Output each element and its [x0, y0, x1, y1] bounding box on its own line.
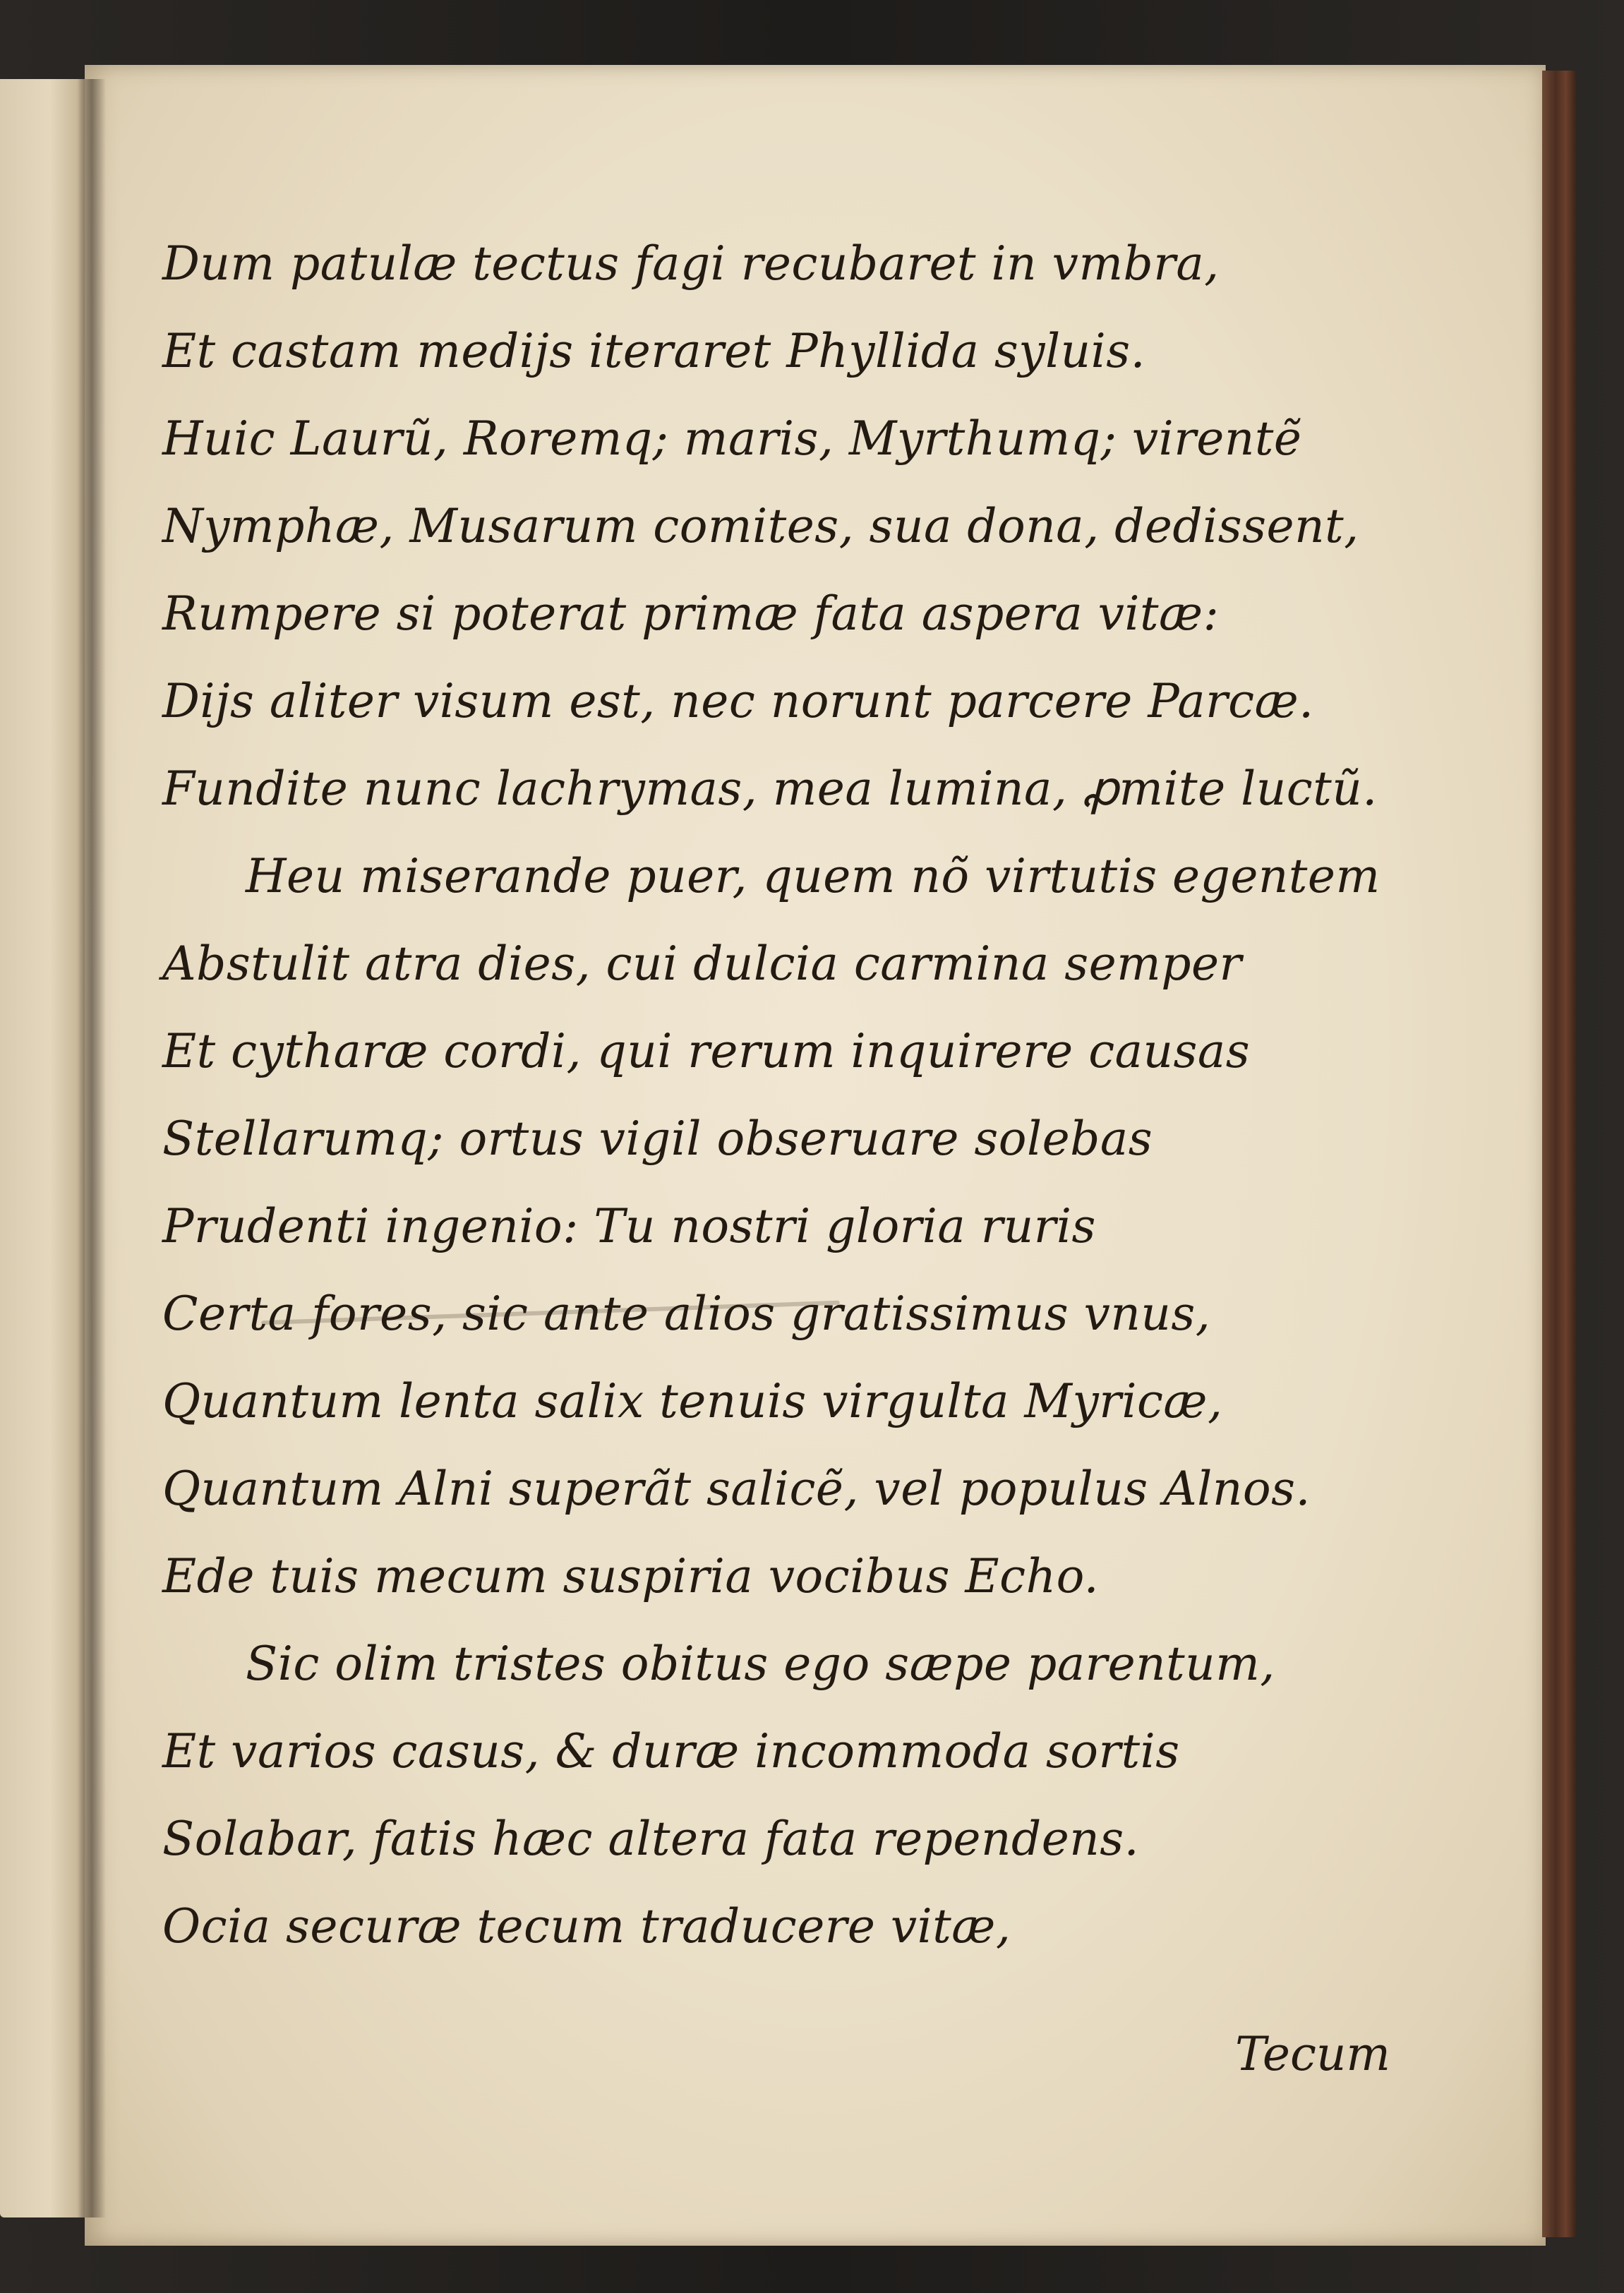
facing-page-edge — [0, 79, 90, 2217]
verse-line: Nymphæ, Musarum comites, sua dona, dedissent, — [162, 499, 1359, 553]
book-spread — [0, 65, 1577, 2246]
book-cover-edge — [1542, 71, 1576, 2237]
verse-line: Solabar, fatis hæc altera fata rependens. — [162, 1812, 1140, 1866]
show-through-text — [1412, 234, 1616, 2140]
verse-line: Et varios casus, & duræ incommoda sortis — [162, 1724, 1180, 1779]
verse-line: Dum patulæ tectus fagi recubaret in vmbra, — [162, 236, 1220, 291]
binding-gutter — [78, 79, 106, 2217]
verse-line: Prudenti ingenio: Tu nostri gloria ruris — [162, 1199, 1096, 1253]
verse-line: Quantum Alni superãt salicẽ, vel populus Alnos. — [162, 1462, 1311, 1516]
verse-line-indented: Heu miserande puer, quem nõ virtutis egentem — [246, 849, 1381, 903]
verse-line: Ocia securæ tecum traducere vitæ, — [162, 1899, 1011, 1954]
verse-line: Et castam medijs iteraret Phyllida syluis. — [162, 324, 1146, 378]
verse-line: Stellarumq; ortus vigil obseruare solebas — [162, 1112, 1153, 1166]
verse-line: Et cytharæ cordi, qui rerum inquirere causas — [162, 1024, 1251, 1078]
verse-line: Fundite nunc lachrymas, mea lumina, ꝓmite luctũ. — [162, 762, 1378, 816]
verse-text-block — [162, 220, 1419, 1970]
verse-line-indented: Sic olim tristes obitus ego sæpe parentum, — [246, 1637, 1275, 1691]
verse-line: Huic Laurũ, Roremq; maris, Myrthumq; virentẽ — [162, 411, 1302, 466]
book-page — [85, 65, 1546, 2246]
verse-line: Certa fores, sic ante alios gratissimus vnus, — [162, 1287, 1211, 1341]
verse-line: Abstulit atra dies, cui dulcia carmina semper — [162, 937, 1242, 991]
verse-line: Dijs aliter visum est, nec norunt parcere Parcæ. — [162, 674, 1314, 728]
verse-line: Rumpere si poterat primæ fata aspera vitæ: — [162, 586, 1220, 641]
verse-line: Ede tuis mecum suspiria vocibus Echo. — [162, 1549, 1100, 1603]
catchword: Tecum — [1235, 2027, 1391, 2081]
verse-line: Quantum lenta salix tenuis virgulta Myricæ, — [162, 1374, 1223, 1428]
